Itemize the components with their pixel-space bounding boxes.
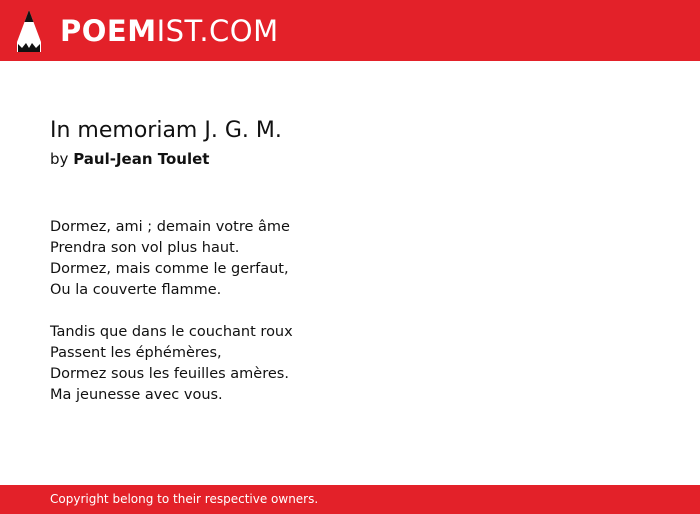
logo-wordmark-bold: POEM [60,14,157,48]
copyright-text: Copyright belong to their respective owners. [50,492,319,506]
poem-title: In memoriam J. G. M. [50,118,282,143]
pencil-tip-icon [14,8,44,54]
poem-line: Ma jeunesse avec vous. [50,387,223,403]
byline [50,149,650,169]
poem-line: Tandis que dans le couchant roux [50,324,293,340]
footer-bar [0,485,700,514]
by-label: by [50,150,69,168]
site-logo[interactable] [14,8,279,54]
poem-line: Dormez sous les feuilles amères. [50,366,289,382]
stanza-1 [50,217,650,301]
stanza-2 [50,322,650,406]
poem-line: Prendra son vol plus haut. [50,240,240,256]
poem-body [50,217,650,406]
poem-line: Ou la couverte flamme. [50,282,222,298]
logo-wordmark [60,8,279,54]
poem-line: Dormez, ami ; demain votre âme [50,219,290,235]
poem-line: Passent les éphémères, [50,345,222,361]
poem-line: Dormez, mais comme le gerfaut, [50,261,289,277]
top-bar [0,0,700,61]
logo-wordmark-light: IST.COM [156,14,279,48]
poem-content [50,115,650,427]
author-link[interactable]: Paul-Jean Toulet [73,150,210,168]
